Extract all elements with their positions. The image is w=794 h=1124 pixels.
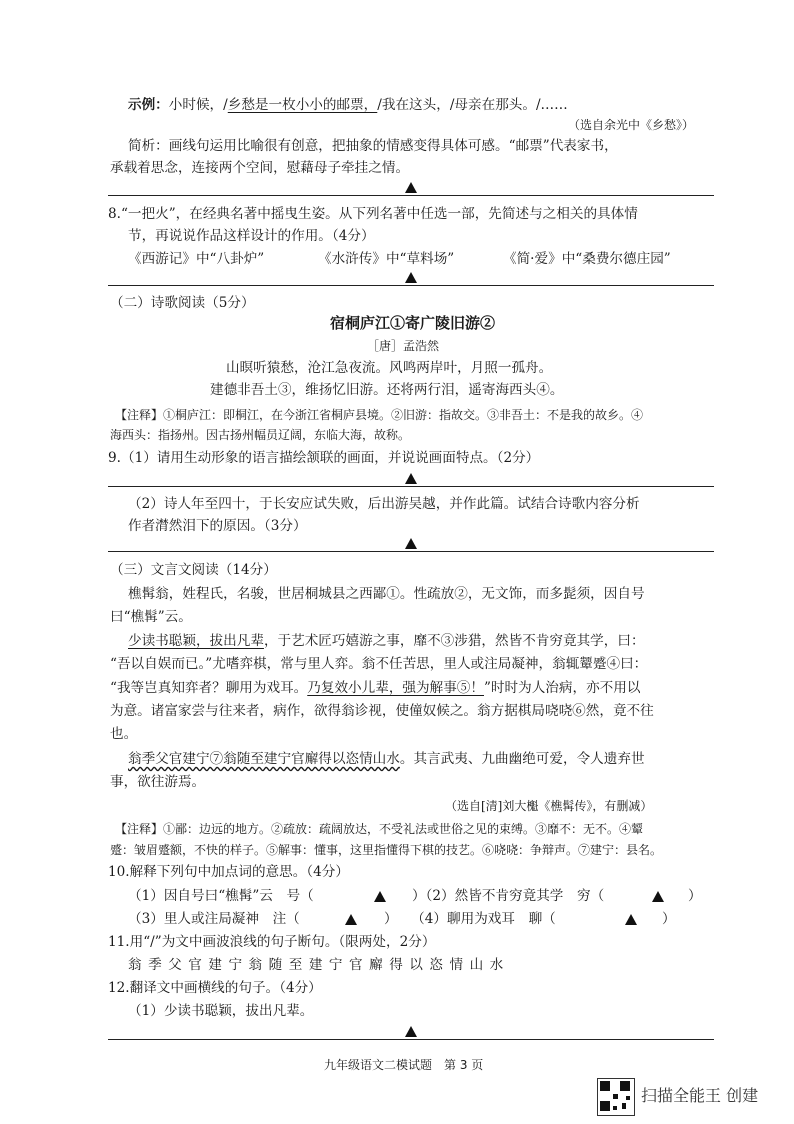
poem-line-1: 山暝听猿愁，沧江急夜流。风鸣两岸叶，月照一孤舟。 — [226, 360, 553, 376]
classical-p1b: 曰“樵髯”云。 — [110, 609, 192, 625]
q10-item-2-close: ） — [688, 888, 702, 904]
classical-p2b: “吾以自娱而已。”尤嗜弈棋，常与里人弈。翁不任苦思，里人或注局凝神，翁辄颦蹙④曰： — [110, 656, 648, 672]
q10-item-2: ）（2）然皆不肯穷竟其学 穷（ — [412, 888, 605, 904]
q8-option-1: 《西游记》中“八卦炉” — [128, 251, 265, 267]
classical-p3b: 事，欲往游焉。 — [110, 774, 206, 790]
classical-source: （选自[清]刘大櫆《樵髯传》，有删减） — [445, 799, 653, 813]
q12-sentence-1: （1）少读书聪颖，拔出凡辈。 — [128, 1003, 314, 1019]
poem-title: 宿桐庐江①寄广陵旧游② — [330, 314, 496, 332]
q9-part2-line1: （2）诗人年至四十，于长安应试失败，后出游吴越，并作此篇。试结合诗歌内容分析 — [128, 496, 640, 512]
classical-note-2: 蹙：皱眉蹙额，不快的样子。⑤解事：懂事，这里指懂得下棋的技艺。⑥哓哓：争辩声。⑦建宁：县名。 — [110, 843, 663, 857]
poem-note-1: 【注释】①桐庐江：即桐江，在今浙江省桐庐县境。②旧游：指故交。③非吾土：不是我的故乡。④ — [115, 408, 644, 422]
classical-p1a: 樵髯翁，姓程氏，名骏，世居桐城县之西鄙①。性疏放②，无文饰，而多髭须，因自号 — [128, 586, 645, 602]
example-underlined: 乡愁是一枚小小的邮票， — [227, 97, 378, 113]
classical-p2d: 为意。诸富家尝与往来者，病作，欲得翁诊视，使僮奴候之。翁方据棋局哓哓⑥然，竟不往 — [110, 703, 654, 719]
classical-p2a: 少读书聪颖，拔出凡辈，于艺术匠巧嬉游之事，靡不③涉猎，然皆不肯穷竟其学，曰： — [128, 633, 645, 649]
q9-part2-line2: 作者潸然泪下的原因。（3分） — [128, 518, 307, 534]
answer-line — [108, 285, 714, 286]
poem-line-2: 建德非吾土③，维扬忆旧游。还将两行泪，遥寄海西头④。 — [210, 382, 564, 398]
q9-part1: 9.（1）请用生动形象的语言描绘颔联的画面，并说说画面特点。（2分） — [108, 450, 540, 466]
answer-triangle-icon — [405, 473, 417, 484]
q10-item-1: （1）因自号曰“樵髯”云 号（ — [128, 888, 314, 904]
q8-line2: 节，再说说作品这样设计的作用。（4分） — [128, 228, 375, 244]
answer-line — [108, 486, 714, 487]
example-source: （选自余光中《乡愁》） — [568, 118, 695, 132]
underlined-sentence-2: 乃复效小儿辈，强为解事⑤！ — [307, 680, 484, 696]
answer-triangle-icon — [405, 1026, 417, 1037]
classical-section-title: （三）文言文阅读（14分） — [110, 562, 277, 578]
q10-title: 10.解释下列句中加点词的意思。（4分） — [108, 864, 349, 880]
q8-option-3: 《简·爱》中“桑费尔德庄园” — [503, 251, 671, 267]
answer-line — [108, 1039, 714, 1040]
classical-note-1: 【注释】①鄙：边远的地方。②疏放：疏阔放达，不受礼法或世俗之见的束缚。③靡不：无不。④颦 — [115, 822, 644, 836]
q10-item-3: （3）里人或注局凝神 注（ — [128, 911, 300, 927]
example-line: 示例：小时候，/乡愁是一枚小小的邮票，/我在这头，/母亲在那头。/…… — [128, 97, 568, 113]
q10-item-4: ） （4）聊用为戏耳 聊（ — [384, 911, 556, 927]
answer-line — [108, 195, 714, 196]
answer-triangle-icon — [405, 272, 417, 283]
answer-triangle-icon — [374, 891, 386, 902]
answer-triangle-icon — [652, 891, 664, 902]
q10-item-4-close: ） — [662, 911, 676, 927]
q8-line1: 8.“一把火”，在经典名著中摇曳生姿。从下列名著中任选一部，先简述与之相关的具体情 — [108, 206, 638, 222]
q11-sentence: 翁季父官建宁翁随至建宁官廨得以恣情山水 — [128, 957, 510, 973]
answer-triangle-icon — [405, 182, 417, 193]
q11-title: 11.用“/”为文中画波浪线的句子断句。（限两处，2分） — [108, 934, 436, 950]
classical-p2c: “我等岂真知弈者？聊用为戏耳。乃复效小儿辈，强为解事⑤！”时时为人治病，亦不用以 — [110, 680, 641, 696]
answer-line — [108, 551, 714, 552]
poem-author: ［唐］孟浩然 — [367, 339, 440, 353]
q8-option-2: 《水浒传》中“草料场” — [318, 251, 455, 267]
q12-title: 12.翻译文中画横线的句子。（4分） — [108, 980, 322, 996]
answer-triangle-icon — [405, 538, 417, 549]
underlined-sentence-1: 少读书聪颖，拔出凡辈 — [128, 633, 264, 649]
answer-triangle-icon — [345, 914, 357, 925]
answer-triangle-icon — [625, 914, 637, 925]
scanner-watermark: 扫描全能王 创建 — [641, 1086, 759, 1105]
example-label: 示例： — [128, 97, 169, 113]
example-analysis-2: 承载着思念，连接两个空间，慰藉母子牵挂之情。 — [110, 160, 410, 176]
classical-p2e: 也。 — [110, 726, 138, 742]
example-analysis-1: 简析：画线句运用比喻很有创意，把抽象的情感变得具体可感。“邮票”代表家书， — [128, 138, 618, 154]
classical-p3a: 翁季父官建宁⑦翁随至建宁官廨得以恣情山水。其言武夷、九曲幽绝可爱，令人遗弃世 — [128, 751, 645, 767]
page-footer: 九年级语文二模试题 第 3 页 — [324, 1058, 484, 1072]
qr-code-icon — [597, 1078, 635, 1116]
poem-note-2: 海西头：指扬州。因古扬州幅员辽阔，东临大海，故称。 — [110, 428, 411, 442]
wavy-sentence: 翁季父官建宁⑦翁随至建宁官廨得以恣情山水 — [128, 751, 400, 767]
poem-section-title: （二）诗歌阅读（5分） — [110, 295, 255, 311]
